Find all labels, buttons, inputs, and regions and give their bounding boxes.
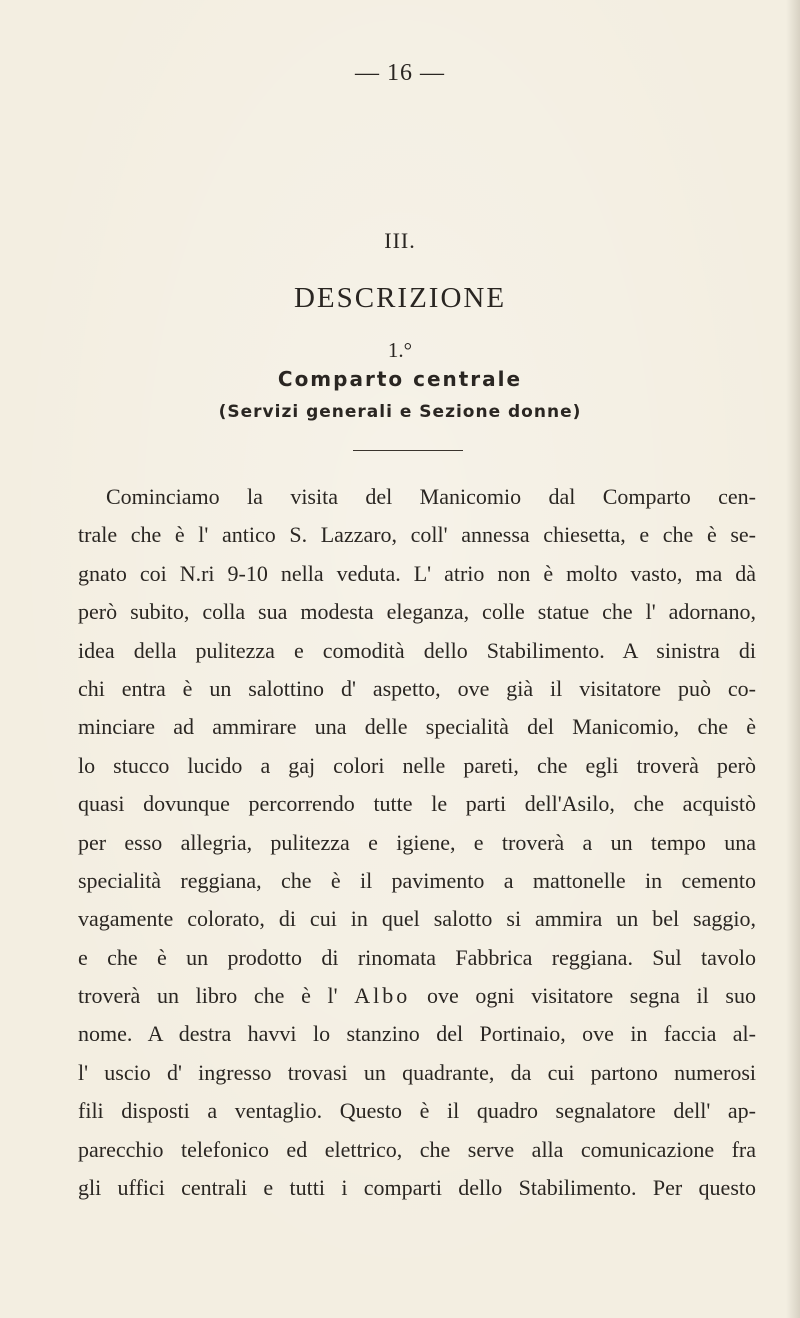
text-line: parecchio telefonico ed elettrico, che serve alla comunicazione fra (78, 1136, 756, 1162)
section-subtitle: (Servizi generali e Sezione donne) (218, 402, 582, 422)
text-line: trale che è l' antico S. Lazzaro, coll' annessa chiesetta, e che è se- (78, 522, 756, 548)
text-line: idea della pulitezza e comodità dello Stabilimento. A sinistra di (78, 637, 756, 663)
text-line: minciare ad ammirare una delle specialità del Manicomio, che è (78, 714, 756, 740)
body-paragraph (78, 478, 756, 1207)
text-line: però subito, colla sua modesta eleganza, colle statue che l' adornano, (78, 599, 756, 625)
text-line: lo stucco lucido a gaj colori nelle pareti, che egli troverà però (78, 752, 756, 778)
text-line: specialità reggiana, che è il pavimento a mattonelle in cemento (78, 867, 756, 893)
text-line-albo (78, 977, 756, 1015)
chapter-number: III. (384, 228, 416, 253)
text-line: gli uffici centrali e tutti i comparti dello Stabilimento. Per questo (78, 1175, 756, 1201)
section-title: Comparto centrale (277, 367, 523, 391)
text-line: vagamente colorato, di cui in quel salotto si ammira un bel saggio, (78, 906, 756, 932)
text-line: nome. A destra havvi lo stanzino del Portinaio, ove in faccia al- (78, 1021, 756, 1047)
section-ordinal: 1.° (387, 338, 413, 362)
text-line: e che è un prodotto di rinomata Fabbrica reggiana. Sul tavolo (78, 944, 756, 970)
text-segment: troverà un libro che è l' (78, 983, 355, 1009)
text-line: gnato coi N.ri 9-10 nella veduta. L' atrio non è molto vasto, ma dà (78, 560, 756, 586)
section-divider (353, 450, 463, 451)
text-line: per esso allegria, pulitezza e igiene, e troverà a un tempo una (78, 829, 756, 855)
text-line: fili disposti a ventaglio. Questo è il quadro segnalatore dell' ap- (78, 1098, 756, 1124)
albo-term: Albo (354, 983, 411, 1009)
text-segment: ove ogni visitatore segna il suo (410, 983, 756, 1009)
text-line: chi entra è un salottino d' aspetto, ove già il visitatore può co- (78, 675, 756, 701)
page-edge-shadow (786, 0, 800, 1318)
page-number: — 16 — (355, 60, 445, 86)
chapter-heading: DESCRIZIONE (293, 282, 507, 314)
text-line: Cominciamo la visita del Manicomio dal Comparto cen- (106, 484, 756, 509)
text-line: l' uscio d' ingresso trovasi un quadrante, da cui partono numerosi (78, 1059, 756, 1085)
text-line: quasi dovunque percorrendo tutte le parti dell'Asilo, che acquistò (78, 791, 756, 817)
